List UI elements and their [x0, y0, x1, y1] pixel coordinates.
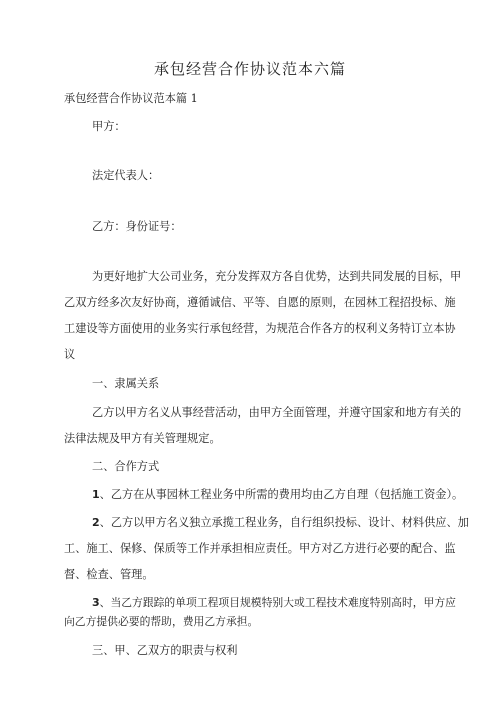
- legal-representative-label: 法定代表人：: [92, 169, 160, 182]
- clause-text-line: 督、检查、管理。: [64, 568, 154, 581]
- clause-number: 1: [92, 488, 100, 501]
- document-title: 承包经营合作协议范本六篇: [153, 60, 346, 78]
- intro-line: 议: [64, 348, 76, 361]
- clause-number: 3: [92, 596, 100, 609]
- clause-item: [92, 486, 463, 502]
- section-subtitle: 承包经营合作协议范本篇 1: [64, 92, 198, 105]
- clause-text-line: 向乙方提供必要的帮助，费用乙方承担。: [64, 615, 259, 628]
- clause-text: 、当乙方跟踪的单项工程项目规模特别大或工程技术难度特别高时，甲方应: [99, 596, 456, 609]
- intro-line: 乙双方经多次友好协商，遵循诚信、平等、自愿的原则，在园林工程招投标、施: [64, 296, 456, 309]
- section-heading: 三、甲、乙双方的职责与权利: [92, 644, 238, 657]
- section-text-line: 乙方以甲方名义从事经营活动，由甲方全面管理，并遵守国家和地方有关的: [92, 406, 462, 419]
- clause-text: 、乙方以甲方名义独立承揽工程业务，自行组织投标、设计、材料供应、加: [99, 516, 469, 529]
- clause-item: [92, 514, 469, 530]
- clause-text: 、乙方在从事园林工程业务中所需的费用均由乙方自理（包括施工资金）。: [99, 488, 464, 501]
- section-heading: 二、合作方式: [92, 460, 160, 473]
- section-heading: 一、隶属关系: [92, 377, 160, 390]
- party-a-label: 甲方：: [92, 120, 126, 133]
- section-text-line: 法律法规及甲方有关管理规定。: [64, 432, 221, 445]
- clause-text-line: 工、施工、保修、保质等工作并承担相应责任。甲方对乙方进行必要的配合、监: [64, 542, 456, 555]
- clause-item: [92, 595, 456, 610]
- party-b-label: 乙方：身份证号：: [92, 220, 182, 233]
- clause-number: 2: [92, 516, 100, 529]
- intro-line: 工建设等方面使用的业务实行承包经营，为规范合作各方的权利义务特订立本协: [64, 322, 456, 335]
- intro-line: 为更好地扩大公司业务，充分发挥双方各自优势，达到共同发展的目标，甲: [92, 270, 462, 283]
